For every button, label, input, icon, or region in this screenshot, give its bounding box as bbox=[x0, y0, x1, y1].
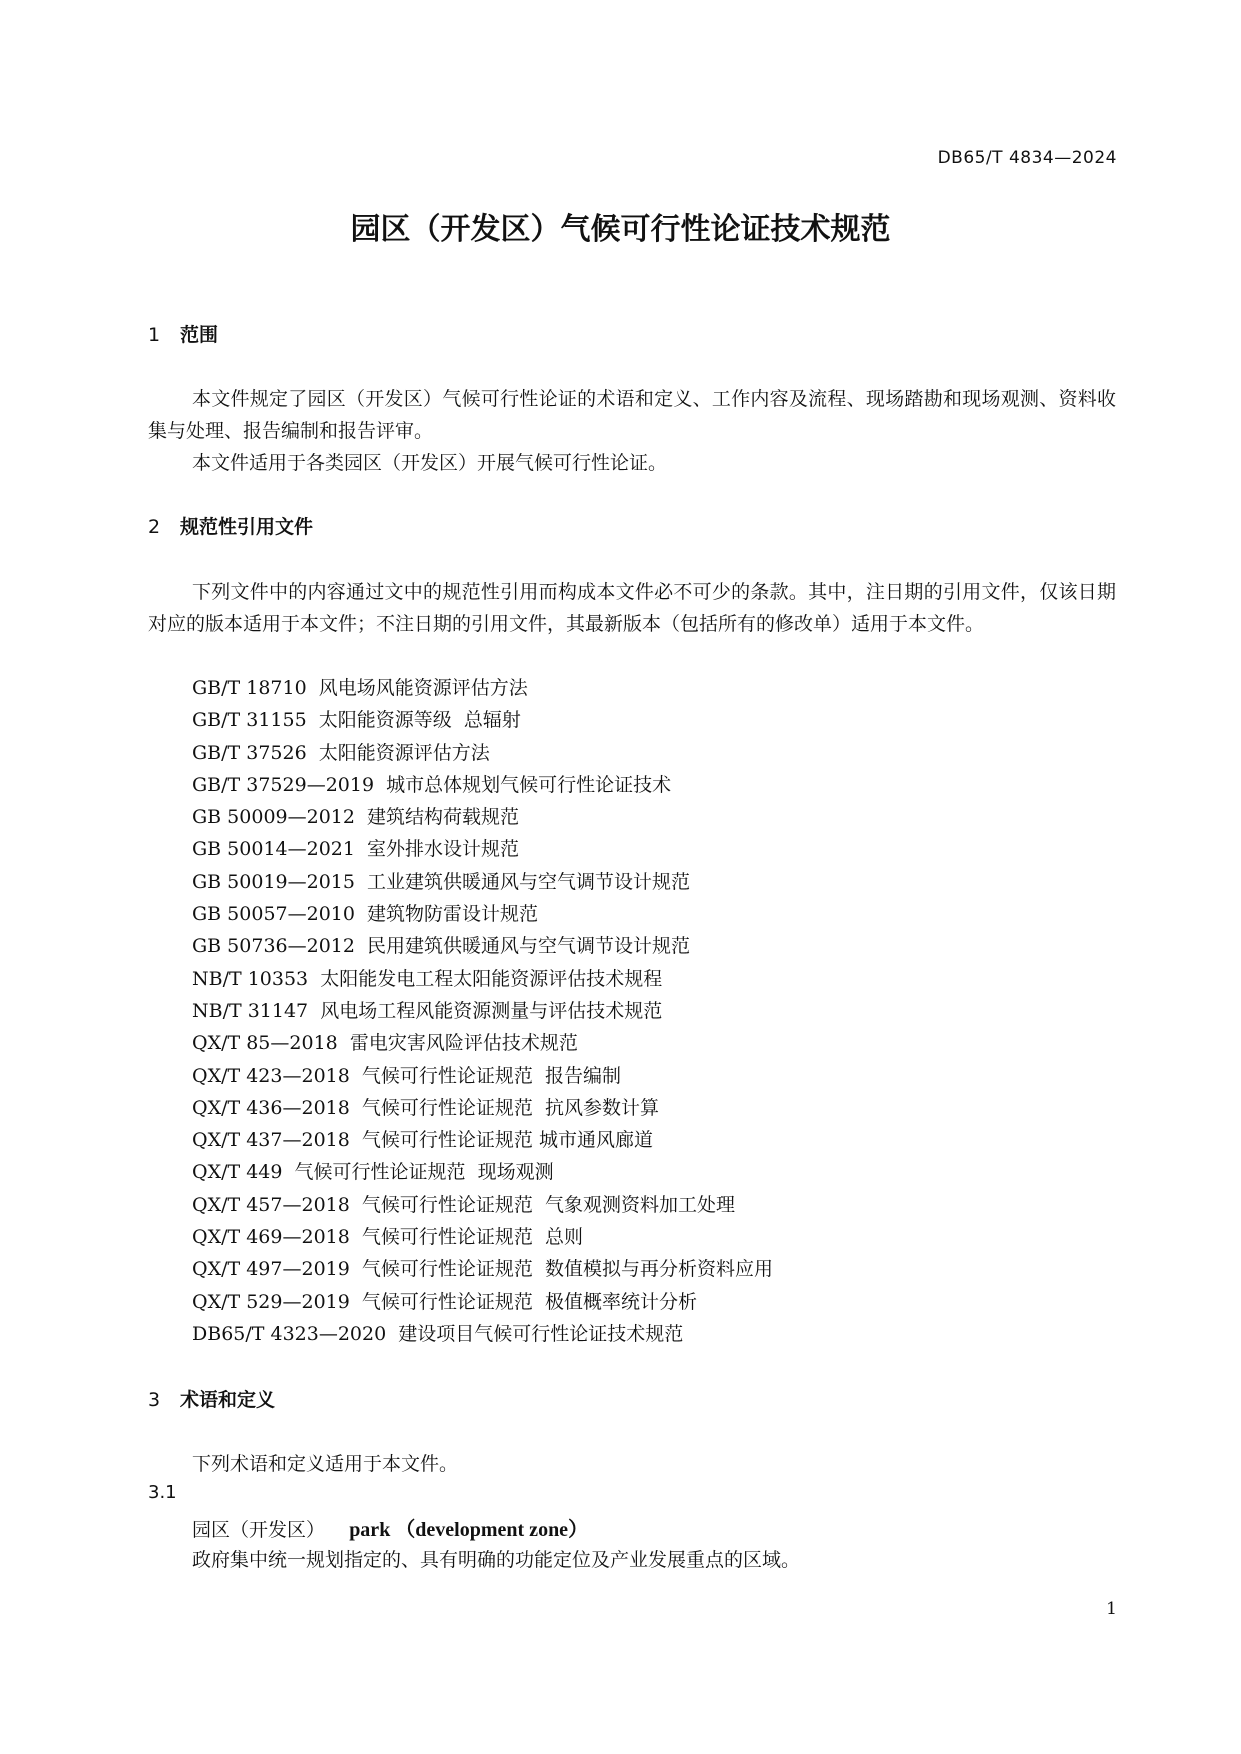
term-english: park （development zone） bbox=[349, 1519, 589, 1541]
term-definition: 政府集中统一规划指定的、具有明确的功能定位及产业发展重点的区域。 bbox=[192, 1549, 801, 1571]
section-title: 范围 bbox=[180, 324, 219, 346]
reference-item: QX/T 449 气候可行性论证规范 现场观测 bbox=[192, 1161, 554, 1184]
section-title: 术语和定义 bbox=[180, 1389, 276, 1411]
reference-item: NB/T 10353 太阳能发电工程太阳能资源评估技术规程 bbox=[192, 967, 663, 990]
reference-item: QX/T 437—2018 气候可行性论证规范 城市通风廊道 bbox=[192, 1129, 653, 1152]
reference-item: GB/T 31155 太阳能资源等级 总辐射 bbox=[192, 709, 521, 732]
reference-item: QX/T 436—2018 气候可行性论证规范 抗风参数计算 bbox=[192, 1096, 659, 1119]
reference-item: GB 50014—2021 室外排水设计规范 bbox=[192, 838, 520, 861]
reference-item: NB/T 31147 风电场工程风能资源测量与评估技术规范 bbox=[192, 999, 663, 1022]
section-1-heading bbox=[148, 320, 218, 347]
section-1-paragraph-1: 本文件规定了园区（开发区）气候可行性论证的术语和定义、工作内容及流程、现场踏勘和现场观测、资料收集与处理、报告编制和报告评审。 bbox=[148, 388, 1116, 442]
reference-item: GB/T 18710 风电场风能资源评估方法 bbox=[192, 677, 528, 699]
reference-item: GB 50057—2010 建筑物防雷设计规范 bbox=[192, 903, 539, 926]
reference-item: QX/T 469—2018 气候可行性论证规范 总则 bbox=[192, 1226, 583, 1249]
reference-item: QX/T 423—2018 气候可行性论证规范 报告编制 bbox=[192, 1064, 621, 1087]
reference-item: QX/T 85—2018 雷电灾害风险评估技术规范 bbox=[192, 1032, 578, 1055]
term-chinese: 园区（开发区） bbox=[192, 1519, 326, 1541]
reference-item: GB/T 37529—2019 城市总体规划气候可行性论证技术 bbox=[192, 773, 672, 796]
doc-code: DB65/T 4834—2024 bbox=[937, 148, 1117, 168]
reference-item: GB 50019—2015 工业建筑供暖通风与空气调节设计规范 bbox=[192, 870, 691, 893]
term-number: 3.1 bbox=[148, 1482, 177, 1503]
reference-item: QX/T 529—2019 气候可行性论证规范 极值概率统计分析 bbox=[192, 1290, 697, 1313]
section-title: 规范性引用文件 bbox=[180, 516, 314, 538]
section-number: 1 bbox=[148, 324, 161, 346]
reference-item: QX/T 497—2019 气候可行性论证规范 数值模拟与再分析资料应用 bbox=[192, 1258, 773, 1281]
page-number: 1 bbox=[1106, 1599, 1117, 1619]
section-2-heading bbox=[148, 512, 313, 539]
reference-item: GB 50009—2012 建筑结构荷载规范 bbox=[192, 806, 520, 829]
reference-item: QX/T 457—2018 气候可行性论证规范 气象观测资料加工处理 bbox=[192, 1193, 735, 1216]
section-number: 3 bbox=[148, 1389, 161, 1411]
section-3-heading bbox=[148, 1385, 275, 1412]
section-number: 2 bbox=[148, 516, 161, 538]
reference-list bbox=[192, 672, 773, 1350]
section-2-intro: 下列文件中的内容通过文中的规范性引用而构成本文件必不可少的条款。其中，注日期的引用文件，仅该日期对应的版本适用于本文件；不注日期的引用文件，其最新版本（包括所有的修改单）适用于本文件。 bbox=[148, 581, 1116, 635]
page-title: 园区（开发区）气候可行性论证技术规范 bbox=[350, 212, 891, 247]
term-title bbox=[192, 1513, 588, 1542]
reference-item: GB/T 37526 太阳能资源评估方法 bbox=[192, 741, 490, 764]
reference-item: GB 50736—2012 民用建筑供暖通风与空气调节设计规范 bbox=[192, 935, 691, 958]
section-3-intro: 下列术语和定义适用于本文件。 bbox=[192, 1453, 459, 1475]
reference-item: DB65/T 4323—2020 建设项目气候可行性论证技术规范 bbox=[192, 1322, 684, 1345]
section-1-paragraph-2: 本文件适用于各类园区（开发区）开展气候可行性论证。 bbox=[192, 452, 668, 474]
